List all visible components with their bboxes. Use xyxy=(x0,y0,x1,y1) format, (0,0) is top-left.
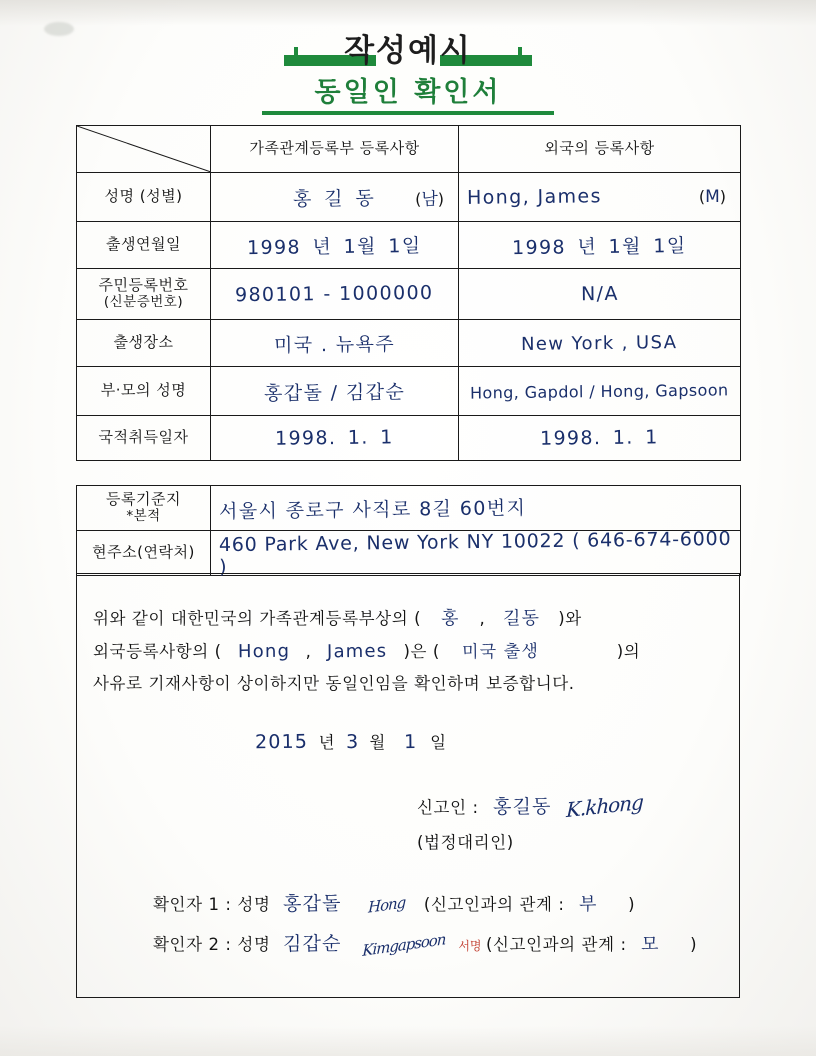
declarant-row xyxy=(417,789,644,823)
date-month-label: 월 xyxy=(369,733,386,752)
value-korean-parents: 홍갑돌 / 김갑순 xyxy=(211,367,459,416)
stamp-title-wrap xyxy=(284,33,532,69)
value-current-address: 460 Park Ave, New York NY 10022 ( 646-674-6000 ) xyxy=(211,531,741,576)
value-foreign-naturalization-date: 1998. 1. 1 xyxy=(459,416,741,461)
witness-2-label: 확인자 2 : 성명 xyxy=(153,935,271,954)
witness-2-close-paren: ) xyxy=(690,935,698,954)
corner-cell xyxy=(77,126,211,173)
witness-1-name: 홍갑돌 xyxy=(282,892,342,916)
row-label-birthplace: 출생장소 xyxy=(77,320,211,367)
declarant-label: 신고인 : xyxy=(417,798,479,817)
declarant-name: 홍길동 xyxy=(492,795,552,819)
witness-2-relation-label: (신고인과의 관계 : xyxy=(485,935,627,954)
address-table xyxy=(76,485,741,579)
row-label-parents: 부·모의 성명 xyxy=(77,367,211,416)
date-day-label: 일 xyxy=(430,733,447,752)
row-label-registry-base-sub: *본적 xyxy=(126,507,161,524)
statement-line-2-text-b: )은 ( xyxy=(403,642,440,661)
korean-name-text: 홍 길 동 xyxy=(293,186,376,211)
date-year-label: 년 xyxy=(318,733,336,752)
document-heading xyxy=(0,33,816,115)
declarant-signature: K.khong xyxy=(565,789,644,823)
date-month: 3 xyxy=(345,730,360,754)
statement-line-3: 사유로 기재사항이 상이하지만 동일인임을 확인하며 보증합니다. xyxy=(93,674,575,693)
witness-1-signature: Hong xyxy=(367,893,406,917)
witness-1-relation: 부 xyxy=(578,893,598,916)
row-label-naturalization-date: 국적취득일자 xyxy=(77,416,211,461)
value-korean-birthplace: 미국 . 뉴욕주 xyxy=(211,320,459,367)
table-row xyxy=(77,222,741,269)
witness-2-seal-text: 서명 xyxy=(458,939,482,953)
value-foreign-parents: Hong, Gapdol / Hong, Gapsoon xyxy=(459,367,741,416)
witness-2-signature: Kimgapsoon xyxy=(362,930,446,960)
statement-fill-givenname-kr: 길동 xyxy=(503,607,541,630)
value-foreign-birthdate: 1998 년 1월 1일 xyxy=(459,222,741,269)
value-korean-naturalization-date: 1998. 1. 1 xyxy=(211,416,459,461)
korean-gender: (남) xyxy=(415,189,444,210)
row-label-current-address: 현주소(연락처) xyxy=(77,531,211,576)
statement-line-1-text-b: )와 xyxy=(558,609,582,628)
row-label-resident-number-sub: (신분증번호) xyxy=(103,293,184,310)
value-foreign-birthplace: New York , USA xyxy=(459,320,741,367)
subtitle-underline xyxy=(262,111,554,115)
statement-line-2-text-c: )의 xyxy=(616,642,641,661)
table-row xyxy=(77,367,741,416)
statement-comma-1: , xyxy=(479,609,486,628)
table-row xyxy=(77,173,741,222)
witness-1-relation-label: (신고인과의 관계 : xyxy=(423,895,565,914)
witness-2-relation: 모 xyxy=(641,933,660,956)
witness-1-row xyxy=(153,889,635,916)
statement-fill-reason: 미국 출생 xyxy=(461,641,540,663)
table-row xyxy=(77,416,741,461)
value-foreign-resident-number: N/A xyxy=(459,269,741,320)
statement-comma-2: , xyxy=(305,642,312,661)
scan-artifact xyxy=(44,22,74,36)
table-row xyxy=(77,531,741,576)
foreign-gender: (M) xyxy=(698,187,726,207)
legal-representative-label: (법정대리인) xyxy=(417,833,514,852)
statement-block xyxy=(76,573,740,998)
value-foreign-name xyxy=(459,173,741,222)
table-row xyxy=(77,486,741,531)
witness-1-close-paren: ) xyxy=(628,895,636,914)
document-subtitle: 동일인 확인서 xyxy=(314,77,502,108)
statement-line-1-text-a: 위와 같이 대한민국의 가족관계등록부상의 ( xyxy=(93,609,422,628)
row-label-registry-base-main: 등록기준지 xyxy=(106,490,181,509)
value-korean-birthdate: 1998 년 1월 1일 xyxy=(211,222,459,269)
statement-fill-surname-en: Hong xyxy=(237,640,290,663)
value-registry-base-address: 서울시 종로구 사직로 8길 60번지 xyxy=(211,486,741,531)
witness-2-row xyxy=(153,929,698,960)
row-label-name-gender: 성명 (성별) xyxy=(77,173,211,222)
statement-line-2 xyxy=(93,637,640,662)
statement-line-2-text-a: 외국등록사항의 ( xyxy=(93,642,222,661)
foreign-name-text: Hong, James xyxy=(466,185,602,209)
statement-fill-surname-kr: 홍 xyxy=(440,607,460,630)
table-row xyxy=(77,320,741,367)
row-label-resident-number-main: 주민등록번호 xyxy=(98,276,189,295)
date-day: 1 xyxy=(404,730,418,754)
registration-comparison-table xyxy=(76,125,741,461)
statement-line-1 xyxy=(93,604,582,630)
column-header-foreign-registry: 외국의 등록사항 xyxy=(459,126,741,173)
row-label-registry-base xyxy=(77,486,211,531)
table-row xyxy=(77,269,741,320)
table-header-row xyxy=(77,126,741,173)
date-year: 2015 xyxy=(254,730,309,754)
row-label-resident-number xyxy=(77,269,211,320)
value-korean-resident-number: 980101 - 1000000 xyxy=(211,269,459,320)
witness-1-label: 확인자 1 : 성명 xyxy=(153,895,271,914)
witness-2-name: 김갑순 xyxy=(282,932,342,956)
column-header-korean-registry: 가족관계등록부 등록사항 xyxy=(211,126,459,173)
statement-date xyxy=(255,729,447,753)
value-korean-name xyxy=(211,173,459,222)
statement-fill-givenname-en: James xyxy=(327,640,388,663)
row-label-birthdate: 출생연월일 xyxy=(77,222,211,269)
stamp-title: 작성예시 xyxy=(344,33,472,69)
